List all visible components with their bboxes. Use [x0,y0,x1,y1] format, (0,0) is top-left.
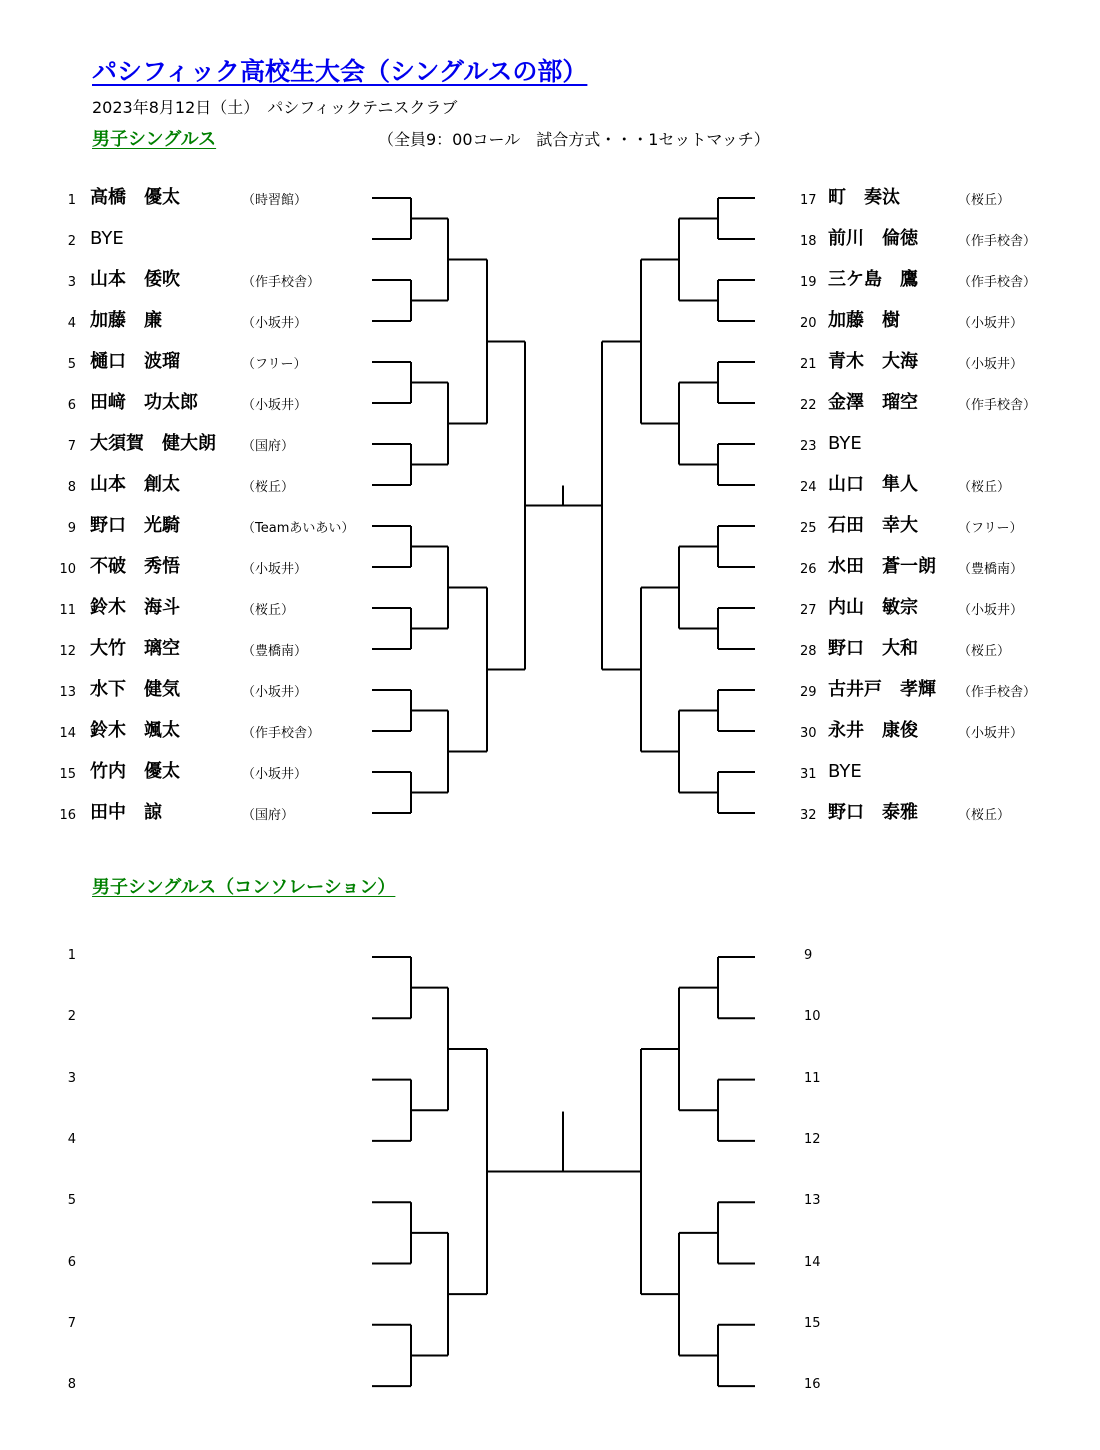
seed-number: 22 [800,398,817,413]
player-club: （フリー） [958,521,1023,536]
seed-number: 16 [59,808,76,823]
player-club: （豊橋南） [242,644,308,659]
consolation-heading: 男子シングルス（コンソレーション） [92,877,396,898]
player-name: 古井戸 孝輝 [828,679,936,700]
player-name: 前川 倫徳 [828,228,918,249]
seed-number: 19 [800,275,817,290]
consolation-slot-number: 2 [67,1009,76,1025]
seed-number: 17 [800,193,817,208]
page-title: パシフィック高校生大会（シングルスの部） [92,57,588,86]
player-name: 町 奏汰 [828,187,900,208]
player-club: （作手校舎） [958,234,1037,249]
player-name: 加藤 廉 [90,310,162,331]
player-name: 金澤 瑠空 [828,392,918,413]
seed-number: 30 [800,726,817,741]
player-name: 鈴木 海斗 [90,597,180,618]
seed-number: 20 [800,316,817,331]
bye-slot: BYE [90,228,124,249]
player-club: （作手校舎） [958,398,1037,413]
seed-number: 28 [800,644,817,659]
player-club: （桜丘） [958,480,1011,495]
seed-number: 32 [800,808,817,823]
seed-number: 27 [800,603,817,618]
player-club: （国府） [242,439,295,454]
player-name: 野口 泰雅 [828,802,918,823]
player-name: 三ケ島 鷹 [828,269,918,290]
player-club: （フリー） [242,357,307,372]
player-name: 山口 隼人 [828,474,918,495]
player-club: （小坂井） [242,685,308,700]
seed-number: 7 [67,439,76,454]
seed-number: 12 [59,644,76,659]
seed-number: 10 [59,562,76,577]
player-name: 水下 健気 [90,679,180,700]
match-format-note: （全員9：00コール 試合方式・・・1セットマッチ） [378,130,770,149]
main-draw-heading: 男子シングルス [92,129,217,150]
player-name: 不破 秀悟 [90,556,180,577]
consolation-slot-number: 9 [804,948,813,963]
player-name: 高橋 優太 [90,187,180,208]
seed-number: 4 [67,316,76,331]
seed-number: 24 [800,480,817,495]
player-club: （作手校舎） [958,685,1037,700]
player-club: （作手校舎） [242,275,321,290]
consolation-slot-number: 10 [804,1009,821,1025]
player-name: 野口 大和 [828,638,918,659]
player-name: 青木 大海 [828,351,918,372]
player-club: （桜丘） [242,603,295,618]
player-name: 加藤 樹 [828,310,900,331]
seed-number: 8 [67,480,76,495]
seed-number: 18 [800,234,817,249]
consolation-slot-number: 12 [804,1131,821,1147]
seed-number: 15 [59,767,76,782]
consolation-slot-number: 4 [67,1131,76,1147]
consolation-slot-number: 13 [804,1193,821,1209]
player-name: 野口 光騎 [90,515,180,536]
player-name: 田中 諒 [90,802,162,823]
bye-slot: BYE [828,433,862,454]
player-club: （桜丘） [958,808,1011,823]
player-name: 山本 倭吹 [90,269,180,290]
consolation-slot-number: 7 [67,1315,76,1331]
player-club: （Teamあいあい） [242,521,355,536]
player-name: 鈴木 颯太 [90,720,180,741]
player-club: （桜丘） [958,193,1011,208]
seed-number: 9 [67,521,76,536]
player-club: （桜丘） [958,644,1011,659]
seed-number: 25 [800,521,817,536]
seed-number: 21 [800,357,817,372]
player-name: 田﨑 功太郎 [90,392,198,413]
player-name: 内山 敏宗 [828,597,918,618]
player-name: 竹内 優太 [90,761,180,782]
consolation-slot-number: 5 [67,1193,76,1209]
player-club: （桜丘） [242,480,295,495]
player-club: （小坂井） [242,767,308,782]
player-club: （小坂井） [958,726,1024,741]
consolation-slot-number: 8 [67,1377,76,1393]
seed-number: 5 [67,357,76,372]
player-club: （小坂井） [958,603,1024,618]
player-club: （小坂井） [242,398,308,413]
consolation-slot-number: 11 [804,1070,821,1086]
seed-number: 13 [59,685,76,700]
seed-number: 11 [59,603,76,618]
player-name: 大須賀 健大朗 [90,433,216,454]
consolation-slot-number: 3 [67,1070,76,1086]
seed-number: 26 [800,562,817,577]
player-club: （小坂井） [958,357,1024,372]
player-club: （小坂井） [242,562,308,577]
consolation-slot-number: 1 [67,948,76,963]
seed-number: 14 [59,726,76,741]
seed-number: 1 [67,193,76,208]
player-club: （作手校舎） [242,726,321,741]
player-name: 樋口 波瑠 [90,351,180,372]
seed-number: 23 [800,439,817,454]
event-date-venue: 2023年8月12日（土） パシフィックテニスクラブ [92,98,458,117]
consolation-slot-number: 14 [804,1254,821,1270]
player-club: （豊橋南） [958,562,1024,577]
player-club: （小坂井） [958,316,1024,331]
seed-number: 31 [800,767,817,782]
seed-number: 2 [67,234,76,249]
player-club: （国府） [242,808,295,823]
seed-number: 6 [67,398,76,413]
consolation-slot-number: 16 [804,1377,821,1393]
player-club: （小坂井） [242,316,308,331]
bye-slot: BYE [828,761,862,782]
player-name: 大竹 璃空 [90,638,180,659]
consolation-slot-number: 6 [67,1254,76,1270]
player-club: （作手校舎） [958,275,1037,290]
seed-number: 3 [67,275,76,290]
consolation-slot-number: 15 [804,1315,821,1331]
player-club: （時習館） [242,193,308,208]
player-name: 石田 幸大 [828,515,918,536]
seed-number: 29 [800,685,817,700]
player-name: 水田 蒼一朗 [828,556,936,577]
player-name: 永井 康俊 [828,720,918,741]
player-name: 山本 創太 [90,474,180,495]
